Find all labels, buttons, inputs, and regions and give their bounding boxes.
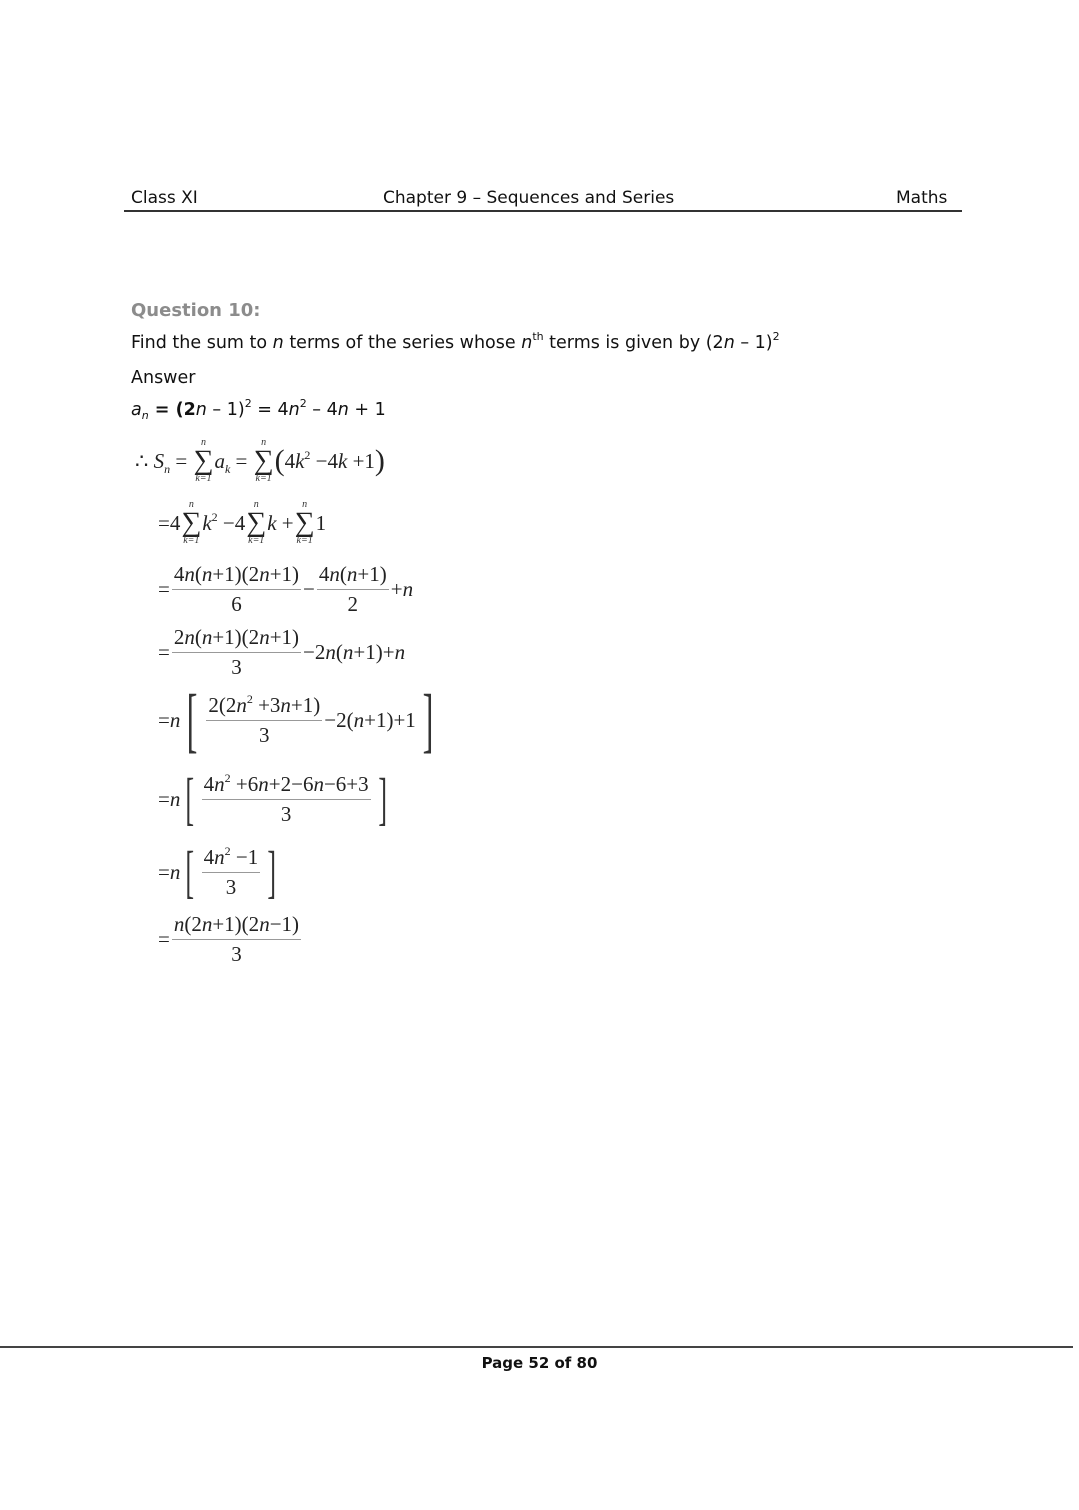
derivation-line-8: = $\frac{n(2n+1)(2n-1)}{3}$ [158, 912, 300, 966]
header-subject: Maths [896, 188, 948, 208]
header-divider [124, 210, 962, 212]
question-text: Find the sum to n terms of the series whose $n^{th}$ terms is given by (2n – 1)$^2$ [131, 330, 780, 353]
general-term-equation: $a_n = (2n - 1)^2 = 4n^2 - 4n + 1$ [131, 397, 386, 422]
question-title: Question 10: [131, 300, 261, 321]
derivation-line-2: =4 n ∑ k=1 $k^2 -4$ n ∑ k=1 k + n ∑ k=1 1 [158, 499, 327, 546]
derivation-line-1: ∴ $S_n$ = n ∑ k=1 $a_k$ = n ∑ k=1 ( $4k^2 -4k +1$ ) [135, 437, 385, 484]
derivation-line-4: = $\frac{2n(n+1)(2n+1)}{3}$ −2n(n+1)+n [158, 625, 406, 679]
header-chapter: Chapter 9 – Sequences and Series [383, 188, 675, 208]
footer-divider [0, 1346, 1073, 1348]
derivation-line-3: = $\frac{4n(n+1)(2n+1)}{6}$ − $\frac{4n(n+1)}{2}$ +n [158, 562, 414, 616]
answer-label: Answer [131, 368, 196, 388]
derivation-line-6: =n [ $\frac{4n^2 +6n+2-6n-6+3}{3}$ ] [158, 766, 387, 832]
derivation-line-5: =n [ $\frac{2(2n^2 +3n+1)}{3}$ −2(n+1)+1 ] [158, 680, 434, 760]
page-number: Page 52 of 80 [481, 1354, 598, 1372]
derivation-line-7: =n [ $\frac{4n^2 -1}{3}$ ] [158, 839, 277, 905]
header-class: Class XI [131, 188, 198, 208]
